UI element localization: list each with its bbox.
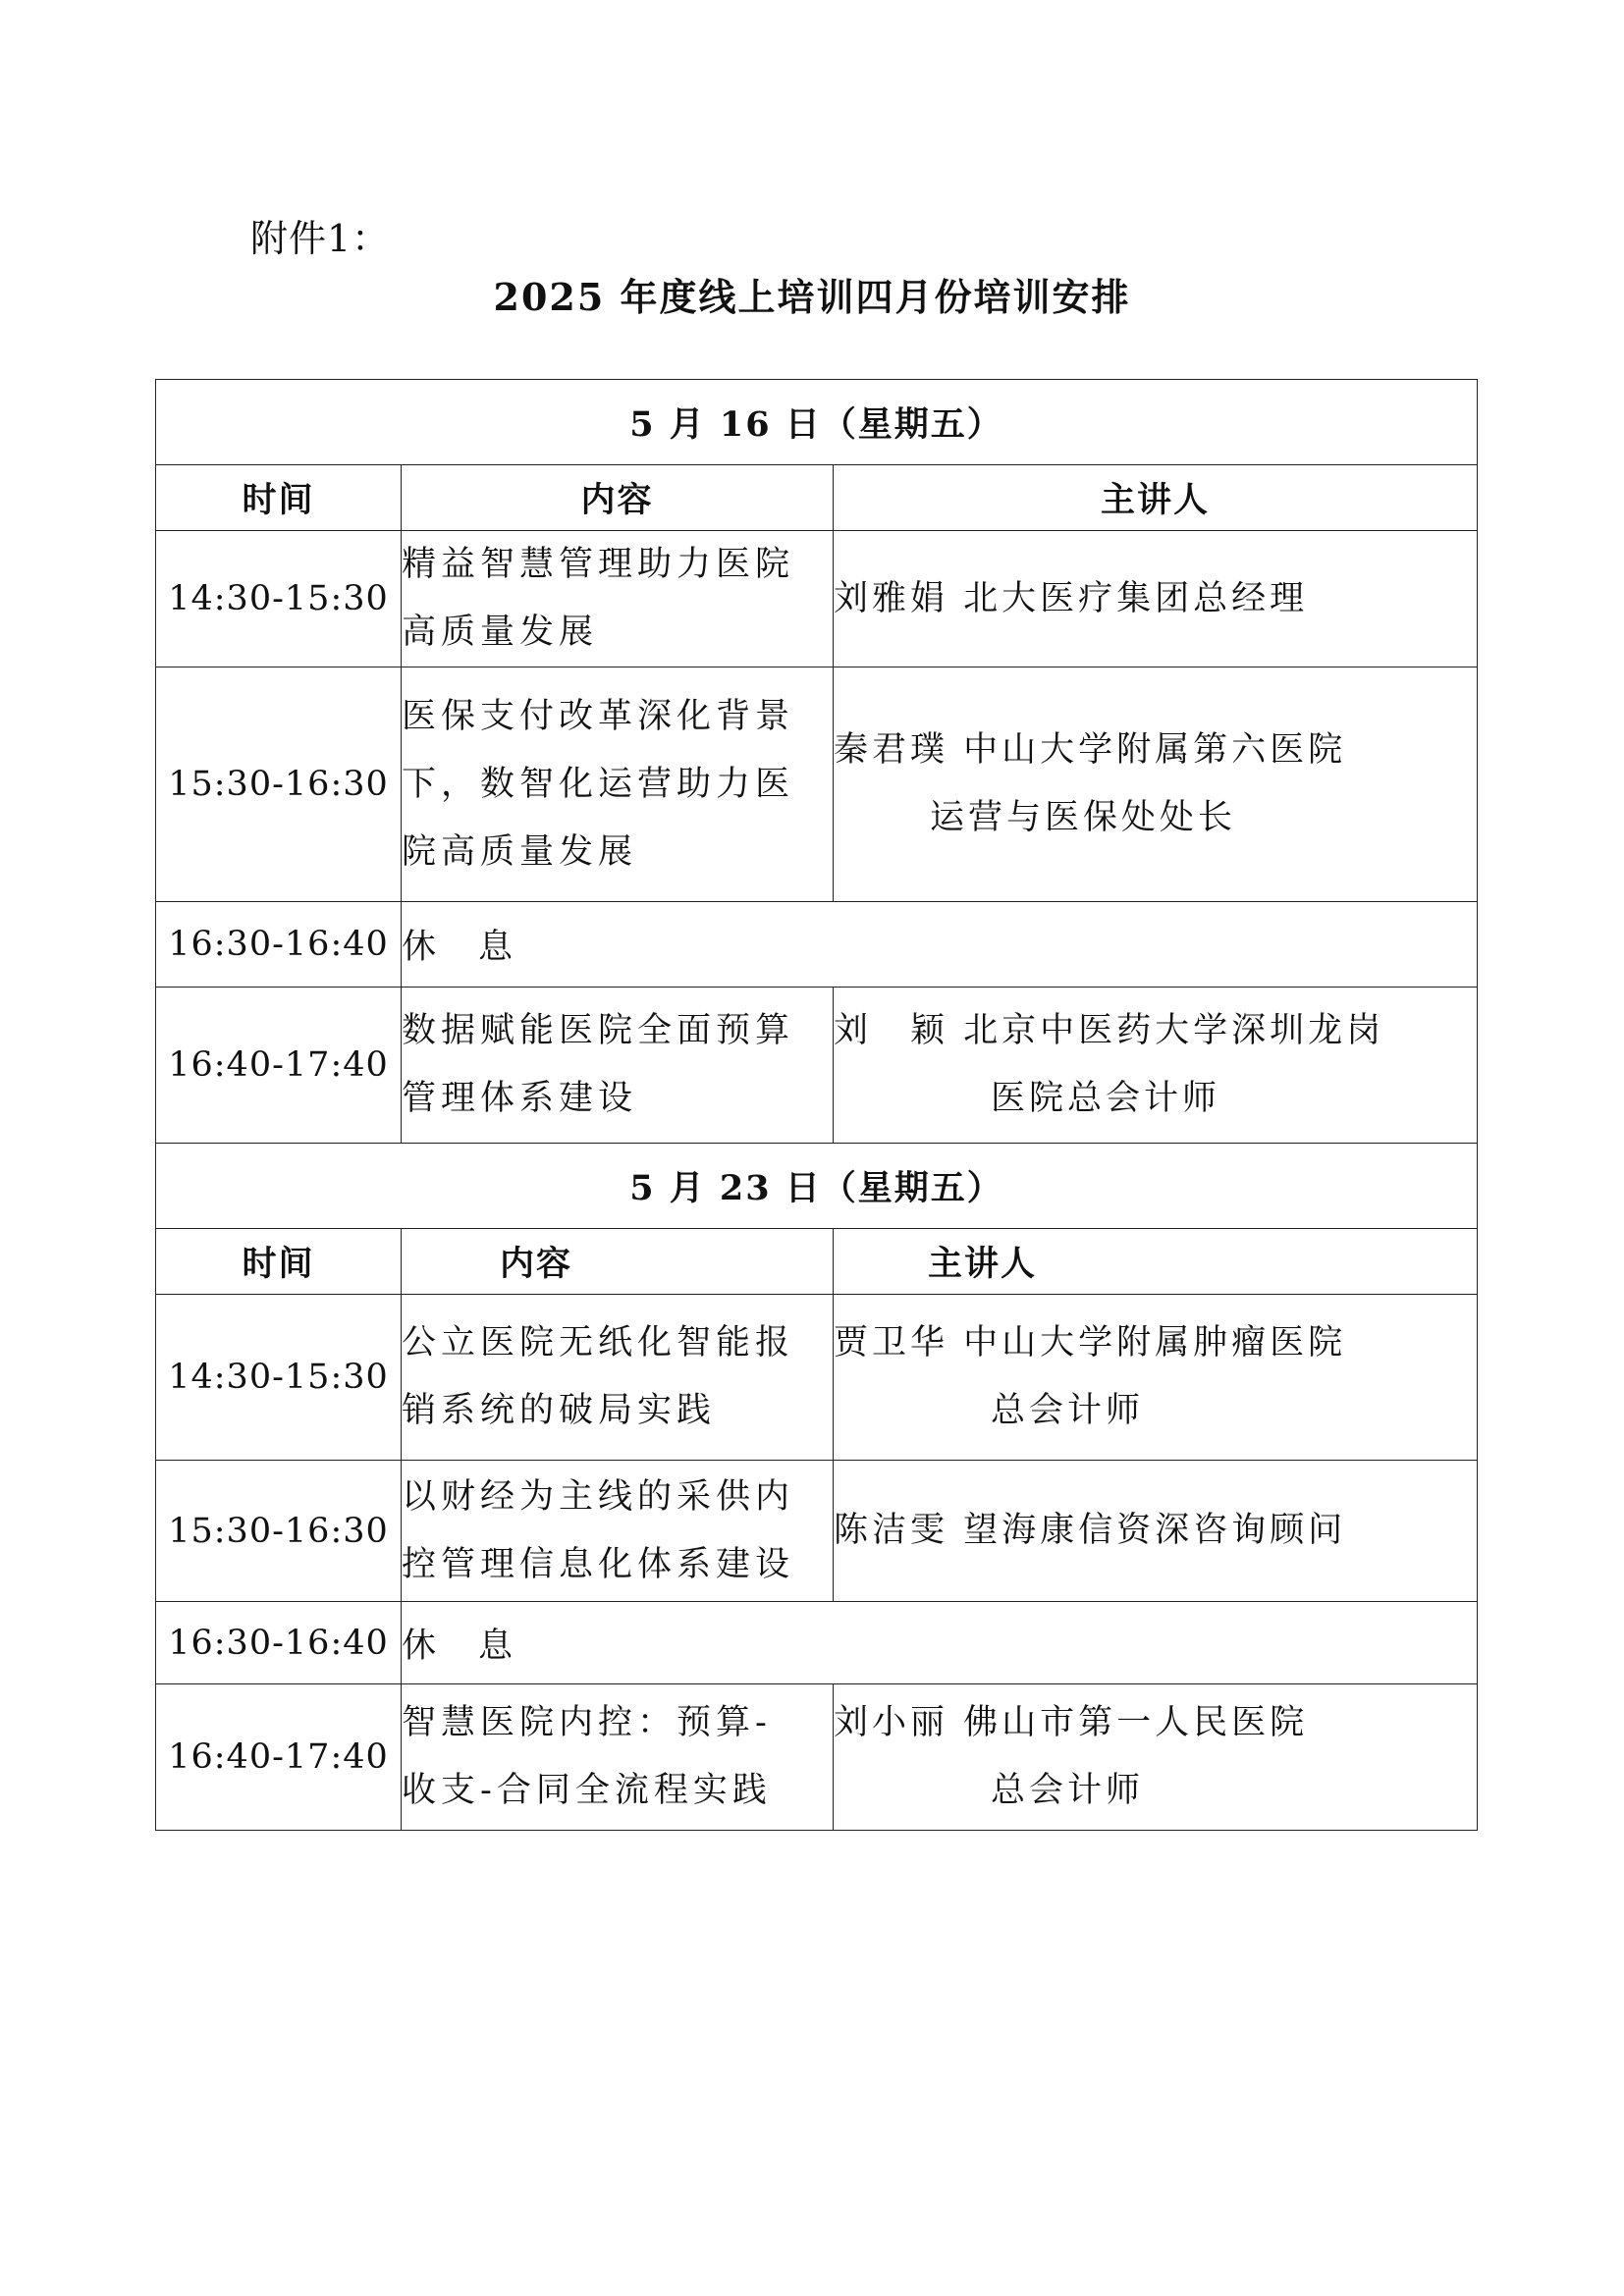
speaker-name: 贾卫华 xyxy=(834,1323,949,1362)
session-row xyxy=(156,667,1478,902)
column-header-content: 内容 xyxy=(402,1229,834,1295)
document-title: 2025 年度线上培训四月份培训安排 xyxy=(493,275,1131,319)
session-row xyxy=(156,988,1478,1144)
day-header-row xyxy=(156,380,1478,465)
speaker-org-line2: 总会计师 xyxy=(991,1391,1145,1430)
schedule-table xyxy=(155,379,1478,1831)
session-speaker xyxy=(834,667,1478,902)
speaker-org-line2: 运营与医保处处长 xyxy=(930,798,1237,837)
session-time: 16:40-17:40 xyxy=(156,988,402,1144)
speaker-org: 北京中医药大学深圳龙岗 xyxy=(963,1011,1385,1050)
session-row xyxy=(156,1684,1478,1831)
speaker-org: 中山大学附属第六医院 xyxy=(963,730,1347,770)
session-speaker xyxy=(834,1295,1478,1461)
topic-line: 院高质量发展 xyxy=(402,831,638,872)
column-header-speaker: 主讲人 xyxy=(834,465,1478,531)
session-time: 16:30-16:40 xyxy=(156,902,402,988)
topic-line: 数据赋能医院全面预算 xyxy=(402,1011,795,1050)
attachment-label: 附件1： xyxy=(250,217,391,260)
session-time: 15:30-16:30 xyxy=(156,1461,402,1602)
break-row xyxy=(156,1602,1478,1684)
column-header-speaker: 主讲人 xyxy=(834,1229,1478,1295)
session-time: 14:30-15:30 xyxy=(156,531,402,667)
session-time: 16:30-16:40 xyxy=(156,1602,402,1684)
session-topic xyxy=(402,1461,834,1602)
topic-line: 公立医院无纸化智能报 xyxy=(402,1323,795,1362)
session-time: 16:40-17:40 xyxy=(156,1684,402,1831)
speaker-name: 刘小丽 xyxy=(834,1703,949,1742)
session-speaker xyxy=(834,1461,1478,1602)
day-date: 5 月 16 日（星期五） xyxy=(156,380,1478,465)
day-date: 5 月 23 日（星期五） xyxy=(156,1144,1478,1229)
topic-line: 管理体系建设 xyxy=(402,1079,638,1118)
topic-line: 精益智慧管理助力医院 xyxy=(402,545,795,584)
column-header-row xyxy=(156,1229,1478,1295)
speaker-name: 刘雅娟 xyxy=(834,578,949,618)
session-topic xyxy=(402,667,834,902)
session-topic xyxy=(402,531,834,667)
break-row xyxy=(156,902,1478,988)
topic-line: 医保支付改革深化背景 xyxy=(402,696,795,736)
speaker-name: 刘 颖 xyxy=(834,1011,949,1050)
session-topic xyxy=(402,1295,834,1461)
topic-line: 以财经为主线的采供内 xyxy=(402,1476,795,1517)
session-row xyxy=(156,1295,1478,1461)
session-speaker xyxy=(834,988,1478,1144)
day-header-row xyxy=(156,1144,1478,1229)
session-topic xyxy=(402,988,834,1144)
column-header-time: 时间 xyxy=(156,1229,402,1295)
speaker-name: 陈洁雯 xyxy=(834,1511,949,1550)
column-header-content: 内容 xyxy=(402,465,834,531)
topic-line: 智慧医院内控：预算- xyxy=(402,1703,772,1742)
session-speaker xyxy=(834,531,1478,667)
speaker-org: 佛山市第一人民医院 xyxy=(963,1703,1309,1742)
break-label: 休 息 xyxy=(402,902,1478,988)
session-time: 14:30-15:30 xyxy=(156,1295,402,1461)
column-header-row xyxy=(156,465,1478,531)
session-speaker xyxy=(834,1684,1478,1831)
break-label: 休 息 xyxy=(402,1602,1478,1684)
topic-line: 控管理信息化体系建设 xyxy=(402,1544,795,1584)
session-topic xyxy=(402,1684,834,1831)
speaker-org-line2: 医院总会计师 xyxy=(991,1079,1221,1118)
speaker-org-line2: 总会计师 xyxy=(991,1771,1145,1810)
speaker-org: 望海康信资深咨询顾问 xyxy=(963,1511,1347,1550)
speaker-org: 中山大学附属肿瘤医院 xyxy=(963,1323,1347,1362)
topic-line: 下，数智化运营助力医 xyxy=(402,764,795,804)
topic-line: 高质量发展 xyxy=(402,613,599,652)
column-header-time: 时间 xyxy=(156,465,402,531)
topic-line: 销系统的破局实践 xyxy=(402,1391,717,1430)
speaker-name: 秦君璞 xyxy=(834,730,949,770)
session-row xyxy=(156,1461,1478,1602)
session-row xyxy=(156,531,1478,667)
topic-line: 收支-合同全流程实践 xyxy=(402,1771,772,1810)
session-time: 15:30-16:30 xyxy=(156,667,402,902)
speaker-org: 北大医疗集团总经理 xyxy=(963,578,1309,618)
